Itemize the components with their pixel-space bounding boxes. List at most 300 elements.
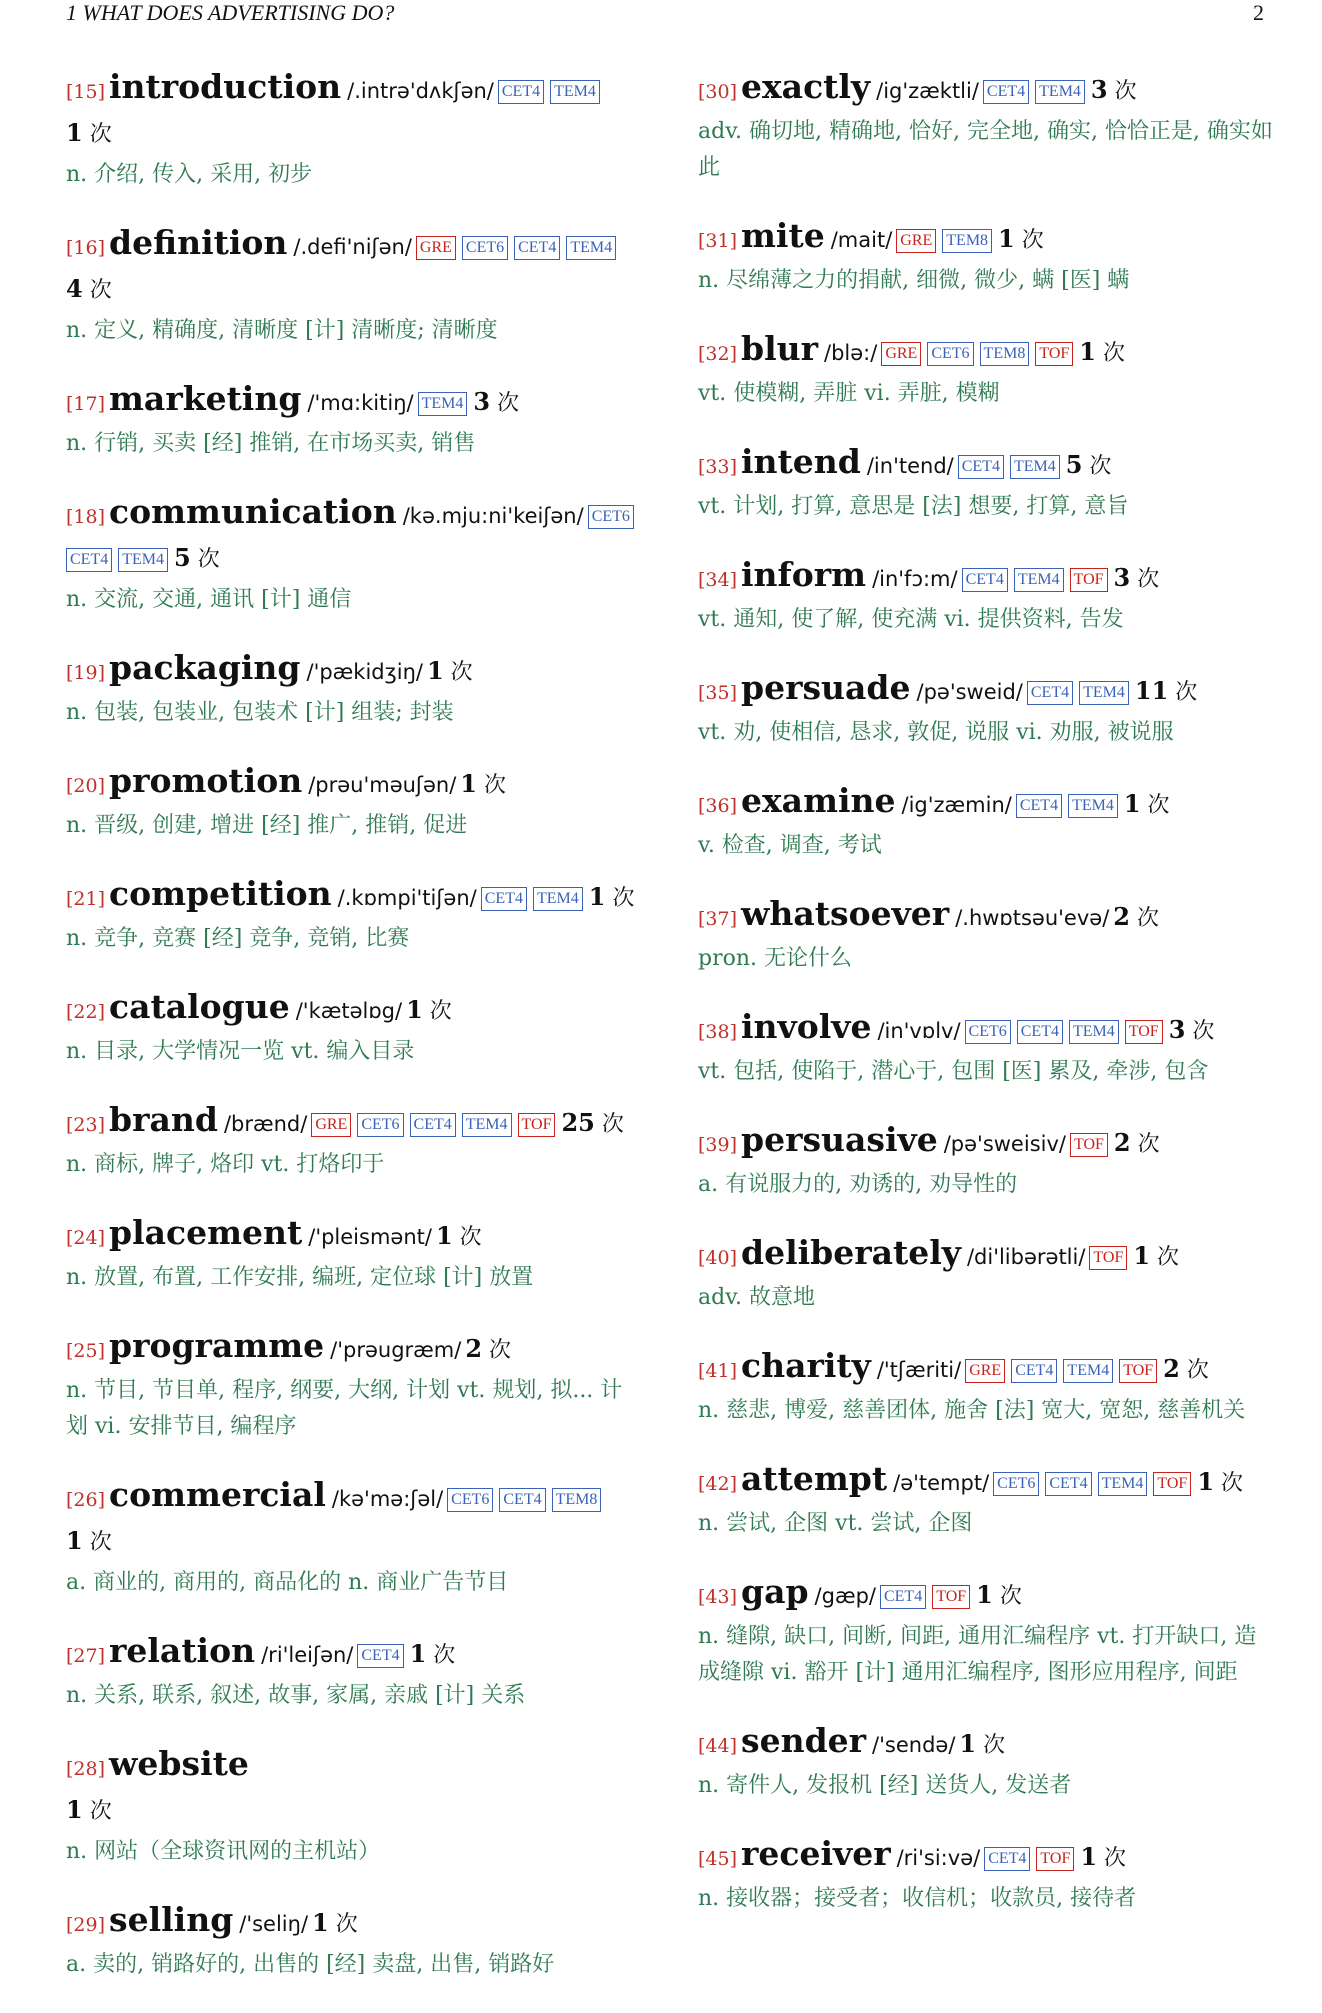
exam-tag: TEM4 [550, 80, 600, 104]
entry-phonetic: /mait/ [830, 228, 893, 252]
exam-tag: TOF [1035, 342, 1073, 366]
count-number: 3 [473, 387, 491, 416]
entry-phonetic: /brænd/ [223, 1112, 308, 1136]
vocab-entry [66, 1631, 641, 1714]
count-number: 1 [1080, 1842, 1098, 1871]
count-unit: 次 [82, 1799, 112, 1824]
entry-word: involve [741, 1007, 872, 1046]
entry-phonetic: /ig'zæmin/ [901, 793, 1012, 817]
count-unit: 次 [82, 278, 112, 303]
entry-word: whatsoever [741, 894, 950, 933]
entry-definition: a. 商业的, 商用的, 商品化的 n. 商业广告节目 [66, 1570, 509, 1595]
count-unit: 次 [1214, 1471, 1244, 1496]
entry-phonetic: /'kætəlɒg/ [295, 999, 403, 1023]
entry-headline [698, 67, 1273, 113]
entry-word: website [109, 1744, 249, 1783]
entry-definition: n. 行销, 买卖 [经] 推销, 在市场买卖, 销售 [66, 431, 476, 456]
entry-headline [66, 761, 641, 807]
entry-definition: vt. 计划, 打算, 意思是 [法] 想要, 打算, 意旨 [698, 494, 1129, 519]
entry-phonetic: /blə:/ [824, 341, 878, 365]
exam-tag: TOF [1153, 1472, 1191, 1496]
entry-phonetic: /'sendə/ [872, 1733, 956, 1757]
entry-index: [37] [698, 908, 738, 930]
exam-tag: TEM4 [1069, 1020, 1119, 1044]
exam-tag: GRE [311, 1113, 351, 1137]
entry-word: promotion [109, 761, 303, 800]
entry-index: [42] [698, 1473, 738, 1495]
occurrence-count [1134, 676, 1198, 705]
entry-definition: n. 尝试, 企图 vt. 尝试, 企图 [698, 1511, 973, 1536]
entry-word: exactly [741, 67, 871, 106]
entry-word: programme [109, 1326, 325, 1365]
entry-headline [698, 1120, 1273, 1166]
exam-tag: CET4 [514, 236, 560, 260]
entry-headline [66, 1326, 641, 1372]
entry-headline [698, 555, 1273, 601]
entry-index: [33] [698, 456, 738, 478]
exam-tag: TEM4 [1098, 1472, 1148, 1496]
occurrence-count [66, 118, 112, 147]
exam-tag: CET6 [357, 1113, 403, 1137]
entry-index: [19] [66, 662, 106, 684]
count-number: 3 [1090, 75, 1108, 104]
entry-headline [66, 1744, 641, 1833]
entry-phonetic: /prəu'məuʃən/ [308, 773, 457, 797]
entry-index: [26] [66, 1489, 106, 1511]
occurrence-count [312, 1908, 358, 1937]
entry-definition: vt. 通知, 使了解, 使充满 vi. 提供资料, 告发 [698, 607, 1124, 632]
entry-word: charity [741, 1346, 871, 1385]
entry-definition: n. 介绍, 传入, 采用, 初步 [66, 162, 313, 187]
count-number: 2 [1113, 902, 1130, 931]
count-unit: 次 [490, 391, 520, 416]
entry-word: mite [741, 216, 825, 255]
entry-index: [43] [698, 1586, 738, 1608]
count-number: 2 [465, 1334, 483, 1363]
entry-index: [29] [66, 1914, 106, 1936]
count-number: 1 [409, 1639, 427, 1668]
entry-word: deliberately [741, 1233, 961, 1272]
count-number: 11 [1134, 676, 1169, 705]
exam-tag: CET4 [983, 80, 1029, 104]
entry-definition: n. 网站（全球资讯网的主机站） [66, 1839, 381, 1864]
occurrence-count [435, 1221, 482, 1250]
entry-definition: n. 尽绵薄之力的捐献, 细微, 微少, 螨 [医] 螨 [698, 268, 1130, 293]
entry-index: [31] [698, 230, 738, 252]
entry-headline [698, 1834, 1273, 1880]
exam-tag: CET6 [993, 1472, 1039, 1496]
entry-index: [40] [698, 1247, 738, 1269]
entry-headline [66, 1100, 641, 1146]
entry-word: persuasive [741, 1120, 938, 1159]
count-number: 3 [1168, 1015, 1186, 1044]
entry-definition: n. 寄件人, 发报机 [经] 送货人, 发送者 [698, 1773, 1072, 1798]
entry-index: [34] [698, 569, 738, 591]
count-unit: 次 [1095, 341, 1125, 366]
occurrence-count [588, 882, 635, 911]
occurrence-count [1168, 1015, 1215, 1044]
entry-definition: n. 晋级, 创建, 增进 [经] 推广, 推销, 促进 [66, 813, 468, 838]
occurrence-count [426, 656, 473, 685]
count-unit: 次 [1097, 1846, 1127, 1871]
count-number: 2 [1113, 1128, 1131, 1157]
vocab-entry [66, 1100, 641, 1183]
exam-tag: CET4 [66, 548, 112, 572]
exam-tag: CET4 [880, 1585, 926, 1609]
vocab-entry [698, 1007, 1273, 1090]
exam-tag: TEM4 [118, 548, 168, 572]
exam-tag: CET4 [962, 568, 1008, 592]
entry-phonetic: /kə.mju:ni'keiʃən/ [402, 504, 584, 528]
entry-word: definition [109, 223, 288, 262]
entry-index: [28] [66, 1758, 106, 1780]
entry-word: attempt [741, 1459, 888, 1498]
count-unit: 次 [594, 1112, 624, 1137]
vocab-entry [66, 1213, 641, 1296]
count-number: 1 [1123, 789, 1141, 818]
vocab-entry [66, 874, 641, 957]
entry-phonetic: /ig'zæktli/ [876, 79, 979, 103]
entry-definition: v. 检查, 调查, 考试 [698, 833, 882, 858]
count-unit: 次 [190, 547, 220, 572]
count-number: 1 [1133, 1241, 1151, 1270]
count-number: 3 [1113, 563, 1131, 592]
count-number: 1 [426, 656, 444, 685]
vocab-entry [698, 67, 1273, 186]
exam-tag: TOF [1036, 1847, 1074, 1871]
entry-definition: a. 卖的, 销路好的, 出售的 [经] 卖盘, 出售, 销路好 [66, 1952, 555, 1977]
count-unit: 次 [82, 1530, 112, 1555]
exam-tag: TEM4 [418, 392, 468, 416]
exam-tag: GRE [416, 236, 456, 260]
occurrence-count [1065, 450, 1112, 479]
exam-tag: CET6 [588, 505, 634, 529]
exam-tag: CET4 [498, 80, 544, 104]
occurrence-count [66, 1795, 112, 1824]
entry-definition: n. 包装, 包装业, 包装术 [计] 组装; 封装 [66, 700, 454, 725]
entry-definition: n. 节目, 节目单, 程序, 纲要, 大纲, 计划 vt. 规划, 拟... 计划 vi. 安排节目, 编程序 [66, 1378, 623, 1439]
entry-phonetic: /ri'si:və/ [896, 1846, 981, 1870]
entry-definition: n. 定义, 精确度, 清晰度 [计] 清晰度; 清晰度 [66, 318, 498, 343]
count-number: 5 [174, 543, 191, 572]
exam-tag: CET6 [927, 342, 973, 366]
count-number: 1 [460, 769, 477, 798]
entry-phonetic: /.kɒmpi'tiʃən/ [337, 886, 477, 910]
occurrence-count [1113, 902, 1159, 931]
entry-word: gap [741, 1572, 809, 1611]
vocab-entry [698, 781, 1273, 864]
entry-definition: pron. 无论什么 [698, 946, 853, 971]
entry-headline [698, 781, 1273, 827]
vocab-entry [698, 329, 1273, 412]
exam-tag: TEM4 [1010, 455, 1060, 479]
count-number: 2 [1163, 1354, 1180, 1383]
entry-definition: adv. 确切地, 精确地, 恰好, 完全地, 确实, 恰恰正是, 确实如此 [698, 119, 1273, 180]
occurrence-count [1197, 1467, 1244, 1496]
count-unit: 次 [482, 1338, 512, 1363]
entry-headline [698, 216, 1273, 262]
vocab-entry [66, 1475, 641, 1601]
entry-headline [66, 1475, 641, 1564]
count-number: 1 [959, 1729, 977, 1758]
vocab-entry [66, 67, 641, 193]
count-unit: 次 [1185, 1019, 1215, 1044]
occurrence-count [1090, 75, 1137, 104]
count-unit: 次 [992, 1584, 1022, 1609]
entry-index: [45] [698, 1848, 738, 1870]
occurrence-count [460, 769, 506, 798]
vocab-entry [698, 668, 1273, 751]
occurrence-count [1080, 1842, 1127, 1871]
entry-definition: n. 缝隙, 缺口, 间断, 间距, 通用汇编程序 vt. 打开缺口, 造成缝隙 vi. 豁开 [计] 通用汇编程序, 图形应用程序, 间距 [698, 1624, 1257, 1685]
count-unit: 次 [422, 999, 452, 1024]
count-unit: 次 [976, 1733, 1006, 1758]
occurrence-count [976, 1580, 1022, 1609]
entry-index: [38] [698, 1021, 738, 1043]
exam-tag: CET4 [357, 1644, 403, 1668]
entry-phonetic: /ri'leiʃən/ [261, 1643, 354, 1667]
vocab-entry [66, 1744, 641, 1870]
exam-tag: CET4 [499, 1488, 545, 1512]
entry-headline [66, 1900, 641, 1946]
exam-tag: TEM4 [1079, 681, 1129, 705]
exam-tag: CET4 [1045, 1472, 1091, 1496]
entry-index: [22] [66, 1001, 106, 1023]
entry-phonetic: /in'fɔ:m/ [872, 567, 958, 591]
entry-headline [698, 668, 1273, 714]
occurrence-count [1113, 563, 1160, 592]
entry-phonetic: /pə'sweisiv/ [943, 1132, 1066, 1156]
entry-word: placement [109, 1213, 303, 1252]
entry-phonetic: /gæp/ [814, 1584, 876, 1608]
entry-index: [20] [66, 775, 106, 797]
entry-word: introduction [109, 67, 342, 106]
exam-tag: TEM4 [1068, 794, 1118, 818]
count-unit: 次 [1130, 1132, 1160, 1157]
exam-tag: TEM4 [1035, 80, 1085, 104]
entry-word: relation [109, 1631, 256, 1670]
exam-tag: TOF [1070, 1133, 1108, 1157]
entry-headline [66, 874, 641, 920]
entry-phonetic: /'seliŋ/ [239, 1912, 309, 1936]
exam-tag: TEM4 [1063, 1359, 1113, 1383]
entry-word: intend [741, 442, 861, 481]
entry-headline [698, 1572, 1273, 1618]
entry-word: persuade [741, 668, 911, 707]
vocab-entry [698, 1233, 1273, 1316]
vocab-entry [698, 555, 1273, 638]
entry-word: examine [741, 781, 896, 820]
vocab-entry [698, 1346, 1273, 1429]
exam-tag: TEM4 [1014, 568, 1064, 592]
entry-index: [15] [66, 81, 106, 103]
vocab-entry [698, 1120, 1273, 1203]
entry-headline [66, 67, 641, 156]
count-unit: 次 [1082, 454, 1112, 479]
exam-tag: TEM4 [462, 1113, 512, 1137]
count-number: 1 [66, 1795, 83, 1824]
exam-tag: CET6 [447, 1488, 493, 1512]
exam-tag: CET4 [958, 455, 1004, 479]
entry-phonetic: /in'vɒlv/ [877, 1019, 961, 1043]
entry-definition: n. 关系, 联系, 叙述, 故事, 家属, 亲戚 [计] 关系 [66, 1683, 526, 1708]
entry-word: selling [109, 1900, 234, 1939]
entry-word: commercial [109, 1475, 326, 1514]
entry-headline [66, 987, 641, 1033]
entry-definition: n. 接收器；接受者；收信机；收款员, 接待者 [698, 1886, 1137, 1911]
entry-phonetic: /pə'sweid/ [916, 680, 1023, 704]
entry-definition: n. 慈悲, 博爱, 慈善团体, 施舍 [法] 宽大, 宽恕, 慈善机关 [698, 1398, 1246, 1423]
exam-tag: TOF [1125, 1020, 1163, 1044]
entry-index: [35] [698, 682, 738, 704]
occurrence-count [66, 1526, 112, 1555]
entry-headline [66, 648, 641, 694]
exam-tag: CET4 [481, 887, 527, 911]
entry-headline [698, 1459, 1273, 1505]
entry-index: [23] [66, 1114, 106, 1136]
entry-index: [30] [698, 81, 738, 103]
entry-definition: vt. 使模糊, 弄脏 vi. 弄脏, 模糊 [698, 381, 1000, 406]
vocab-entry [66, 1326, 641, 1445]
vocab-entry [698, 894, 1273, 977]
occurrence-count [1163, 1354, 1209, 1383]
count-unit: 次 [1014, 228, 1044, 253]
entry-headline [698, 894, 1273, 940]
count-unit: 次 [328, 1912, 358, 1937]
entry-phonetic: /.intrə'dʌkʃən/ [347, 79, 494, 103]
entry-phonetic: /.defi'niʃən/ [293, 235, 412, 259]
count-number: 5 [1065, 450, 1083, 479]
count-number: 1 [976, 1580, 993, 1609]
vocab-entry [66, 987, 641, 1070]
vocab-entry [66, 648, 641, 731]
occurrence-count [66, 274, 112, 303]
count-unit: 次 [1107, 79, 1137, 104]
exam-tag: TEM8 [980, 342, 1030, 366]
entry-headline [66, 1213, 641, 1259]
vocab-entry [698, 442, 1273, 525]
exam-tag: CET4 [1027, 681, 1073, 705]
page-header [66, 0, 1264, 30]
vocab-entry [698, 1721, 1273, 1804]
exam-tag: TEM8 [552, 1488, 602, 1512]
count-unit: 次 [426, 1643, 456, 1668]
count-number: 1 [406, 995, 423, 1024]
entry-index: [21] [66, 888, 106, 910]
entry-index: [44] [698, 1735, 738, 1757]
count-number: 1 [1079, 337, 1096, 366]
entry-phonetic: /'pækidʒiŋ/ [306, 660, 423, 684]
entry-word: catalogue [109, 987, 290, 1026]
exam-tag: TOF [932, 1585, 970, 1609]
exam-tag: GRE [881, 342, 921, 366]
entry-definition: adv. 故意地 [698, 1285, 816, 1310]
entry-phonetic: /'pleismənt/ [308, 1225, 432, 1249]
entry-word: marketing [109, 379, 302, 418]
entry-index: [18] [66, 506, 106, 528]
exam-tag: CET4 [1016, 794, 1062, 818]
exam-tag: CET6 [462, 236, 508, 260]
count-number: 1 [312, 1908, 329, 1937]
occurrence-count [1133, 1241, 1180, 1270]
exam-tag: TOF [1089, 1246, 1127, 1270]
entry-phonetic: /di'libərətli/ [966, 1245, 1086, 1269]
entry-index: [16] [66, 237, 106, 259]
vocab-entry [66, 223, 641, 349]
exam-tag: TEM4 [533, 887, 583, 911]
exam-tag: TOF [518, 1113, 556, 1137]
entry-phonetic: /'tʃæriti/ [876, 1358, 962, 1382]
vocab-entry [66, 379, 641, 462]
count-unit: 次 [1179, 1358, 1209, 1383]
entry-index: [41] [698, 1360, 738, 1382]
entry-word: competition [109, 874, 332, 913]
count-number: 25 [561, 1108, 595, 1137]
entry-definition: n. 目录, 大学情况一览 vt. 编入目录 [66, 1039, 415, 1064]
entry-index: [39] [698, 1134, 738, 1156]
entry-definition: a. 有说服力的, 劝诱的, 劝导性的 [698, 1172, 1018, 1197]
exam-tag: CET4 [1011, 1359, 1057, 1383]
entry-word: communication [109, 492, 397, 531]
count-unit: 次 [452, 1225, 482, 1250]
count-unit: 次 [82, 122, 112, 147]
entry-index: [24] [66, 1227, 106, 1249]
count-unit: 次 [605, 886, 635, 911]
entry-headline [66, 223, 641, 312]
entry-word: inform [741, 555, 867, 594]
count-number: 1 [66, 118, 83, 147]
entry-headline [66, 379, 641, 425]
entry-index: [25] [66, 1340, 106, 1362]
entry-definition: n. 商标, 牌子, 烙印 vt. 打烙印于 [66, 1152, 385, 1177]
entry-index: [27] [66, 1645, 106, 1667]
vocab-entry [698, 216, 1273, 299]
entry-word: blur [741, 329, 819, 368]
entry-phonetic: /'prəugræm/ [330, 1338, 462, 1362]
entry-word: receiver [741, 1834, 891, 1873]
entry-index: [36] [698, 795, 738, 817]
vocab-entry [698, 1834, 1273, 1917]
count-unit: 次 [477, 773, 506, 798]
entry-word: packaging [109, 648, 301, 687]
entry-index: [17] [66, 393, 106, 415]
entry-headline [698, 1721, 1273, 1767]
count-number: 1 [435, 1221, 453, 1250]
exam-tag: TOF [1070, 568, 1108, 592]
exam-tag: TEM8 [942, 229, 992, 253]
page-number: 2 [1253, 0, 1264, 25]
vocab-entry [66, 492, 641, 618]
right-column [698, 67, 1273, 1947]
count-unit: 次 [443, 660, 473, 685]
count-unit: 次 [1150, 1245, 1180, 1270]
entry-headline [698, 442, 1273, 488]
entry-phonetic: /ə'tempt/ [893, 1471, 990, 1495]
entry-headline [66, 1631, 641, 1677]
occurrence-count [174, 543, 220, 572]
occurrence-count [959, 1729, 1006, 1758]
vocab-entry [698, 1572, 1273, 1691]
entry-headline [698, 329, 1273, 375]
entry-definition: n. 交流, 交通, 通讯 [计] 通信 [66, 587, 352, 612]
entry-definition: vt. 劝, 使相信, 恳求, 敦促, 说服 vi. 劝服, 被说服 [698, 720, 1174, 745]
entry-phonetic: /in'tend/ [866, 454, 954, 478]
vocab-entry [66, 761, 641, 844]
occurrence-count [1079, 337, 1125, 366]
entry-headline [698, 1346, 1273, 1392]
left-column [66, 67, 641, 2013]
count-number: 1 [998, 224, 1015, 253]
